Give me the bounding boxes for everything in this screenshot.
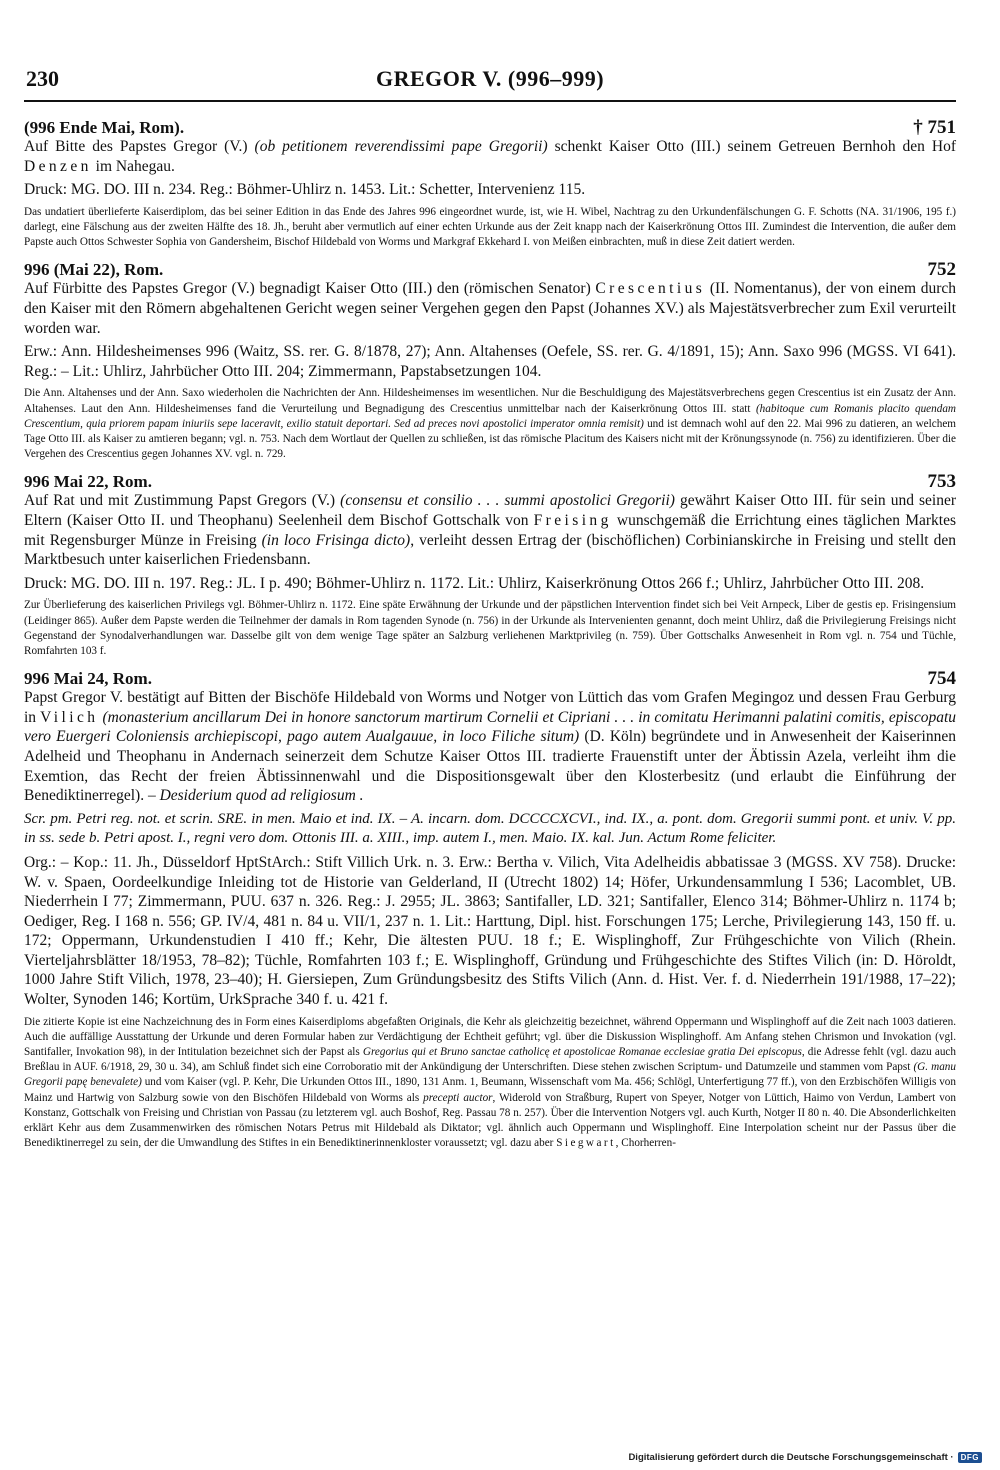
entry-heading (24, 260, 956, 279)
commentary-quote: precepti auctor (423, 1091, 493, 1104)
entry-number: 752 (927, 259, 956, 281)
entry-date: 996 (Mai 22), Rom. (24, 260, 164, 280)
regest-text: im Nahegau. (91, 157, 175, 175)
entry-commentary (24, 1015, 956, 1152)
place-name: Denzen (24, 157, 92, 175)
entry-regest (24, 491, 956, 569)
dfg-credit-text: Digitalisierung gefördert durch die Deutsche Forschungsgemeinschaft · (628, 1451, 954, 1463)
regest-quote: (in loco Frisinga dicto) (261, 531, 411, 549)
commentary-text: Die Ann. Altahenses und der Ann. Saxo wiederholen die Nachrichten der Ann. Hildesheimenses im wesentlichen. Nur die Beschuldigung des Majestätsverbrechens gegen Crescentius ist ein Zusatz der Ann. Altahenses. Laut den Ann. Hildesheimenses fand die Verurteilung und Begnadigung des Crescentius unmittelbar nach der Kaiserkrönung Ottos III. statt (24, 387, 956, 415)
commentary-quote: (habitoque cum Romanis placito quendam Crescentium, quia priorem papam iniuriis sepe laceravit, exilio statuit deportari. Sed ad preces novi apostolici imperator omnia remisit) (24, 402, 956, 430)
entry-754 (24, 669, 956, 1151)
entry-citation: Org.: – Kop.: 11. Jh., Düsseldorf HptStArch.: Stift Villich Urk. n. 3. Erw.: Bertha v. Vilich, Vita Adelheidis abbatissae 3 (MGSS. XV 758). Drucke: W. v. Spaen, Oordeelkundige Inleiding tot de Historie van Gelderland, II (Utrecht 1802) 14; Höfer, Urkundensammlung I 536; Lacomblet, UB. Niederrhein I 77; Zimmermann, PUU. 637 n. 326. Reg.: J. 2955; JL. 3863; Santifaller, LD. 321; Santifaller, Elenco 314; Böhmer-Uhlirz n. 1174 b; Oediger, Reg. I 168 n. 556; GP. IV/4, 481 n. 84 u. VII/1, 237 n. 1. Lit.: Harttung, Dipl. hist. Forschungen 175; Lerche, Privilegierung 143, 150 ff. u. 172; Oppermann, Urkundenstudien I 410 ff.; Kehr, Die ältesten PUU. 18 f.; E. Wisplinghoff, Zur Frühgeschichte von Vilich (Rhein. Vierteljahrsblätter 18/1953, 78–82); Tüchle, Romfahrten 103 f.; E. Wisplinghoff, Gründung und Frühgeschichte des Stiftes Vilich (in: D. Höroldt, 1000 Jahre Stift Vilich, 1978, 23–40); H. Giersiepen, Zum Gründungsbesitz des Stifts Vilich (Ann. d. Hist. Ver. f. d. Niederrhein 191/1988, 17–22); Wolter, Synoden 146; Kortüm, UrkSprache 340 f. u. 421 f. (24, 853, 956, 1009)
entry-commentary: Zur Überlieferung des kaiserlichen Privilegs vgl. Böhmer-Uhlirz n. 1172. Eine späte Erwähnung der Urkunde und der päpstlichen Intervention findet sich bei Veit Arnpeck, Liber de gestis ep. Frisingensium (Leidinger 865). Außer dem Papste werden die Teilnehmer der damals in Rom tagenden Synode (n. 756) in der Urkunde als Intervenienten genannt, doch meint Uhlirz, daß die Privilegierung Freisings nicht Gegenstand der Synodalverhandlungen war. Dasselbe gilt von dem wenige Tage später an Salzburg verliehenen Marktprivileg (n. 759). Über Gottschalks Anwesenheit in Rom vgl. n. 754 und Tüchle, Romfahrten 103 f. (24, 599, 956, 657)
regest-text: schenkt Kaiser Otto (III.) seinem Getreuen Bernhoh den Hof (547, 138, 957, 155)
entry-number: 754 (927, 668, 956, 690)
person-name: Crescentius (595, 280, 706, 298)
incipit: Desiderium quod ad religiosum . (159, 787, 364, 805)
regest-text: (II. Nomentanus), der von einem durch den Kaiser mit den Römern abgehaltenen Gericht wegen seiner Vergehen gegen den Papst (Johannes XV.) als Majestätsverbrecher zum Exil verurteilt worden war. (24, 280, 957, 337)
commentary-text: und ist demnach wohl auf den 22. Mai 996 zu datieren, an welchem Tage Otto III. als Kaiser zu amtieren begann; vgl. n. 753. Nach dem Wortlaut der Quellen zu schließen, ist das römische Placitum des Kaisers nicht mit der Krönungssynode (n. 756) zu identifizieren. Über die Vergehen des Crescentius gegen Johannes XV. vgl. n. 729. (24, 417, 956, 461)
entry-752 (24, 260, 956, 462)
commentary-quote: (G. manu Gregorii papę benevalete) (24, 1061, 956, 1089)
place-name: Freising (533, 511, 612, 529)
entry-commentary: Das undatiert überlieferte Kaiserdiplom, das bei seiner Edition in das Ende des Jahres 996 eingeordnet wurde, ist, wie H. Wibel, Nachtrag zu den Urkundenfälschungen G. F. Schotts (NA. 31/1906, 195 f.) darlegt, eine Fälschung aus der zweiten Hälfte des 18. Jh., beruht aber vermutlich auf einer echten Urkunde aus der Zeit knapp nach der Kaiserkrönung Ottos III. Zumindest die Intervention, die außer dem Papste auch Ottos Schwester Sophia von Gandersheim, Bischof Hildebald von Worms und Markgraf Ekkehard I. von Meißen einbrachten, muß in diese Zeit datiert werden. (24, 205, 956, 249)
regest-text: , verleiht dessen Ertrag der (bischöflichen) Corbinianskirche in Freising und stellt den Marktbesuch unter kaiserlichen Friedensbann. (24, 531, 956, 569)
commentary-text: , die Adresse fehlt (vgl. dazu auch Breßlau in AUF. 6/1918, 29, 30 u. 34), am Schluß findet sich eine Corroboratio mit der Ankündigung der Unterschriften. Diese stehen zwischen Scriptum- und Datumzeile und stammen vom Papst (24, 1046, 956, 1074)
regest-quote: (consensu et consilio . . . summi apostolici Gregorii) (340, 492, 675, 510)
entry-commentary (24, 386, 956, 462)
regest-text: Auf Fürbitte des Papstes Gregor (V.) begnadigt Kaiser Otto (III.) den (römischen Senator) (24, 280, 596, 298)
entry-regest (24, 137, 956, 176)
regest-text: wunschgemäß die Errichtung eines täglichen Marktes mit Regensburger Münze in Freising (24, 511, 957, 549)
entry-number: 753 (927, 471, 956, 493)
commentary-quote: Gregorius qui et Bruno sanctae catholicę et apostolicae Romanae ecclesiae gratia Dei episcopus (362, 1046, 802, 1059)
page-header (24, 66, 956, 102)
entry-regest (24, 688, 956, 806)
regest-text: Auf Rat und mit Zustimmung Papst Gregors (V.) (24, 492, 341, 510)
entry-citation: Erw.: Ann. Hildesheimenses 996 (Waitz, SS. rer. G. 8/1878, 27); Ann. Altahenses (Oefele, SS. rer. G. 4/1891, 15); Ann. Saxo 996 (MGSS. VI 641). Reg.: – Lit.: Uhlirz, Jahrbücher Otto III. 204; Zimmermann, Papstabsetzungen 104. (24, 343, 956, 380)
entry-751 (24, 118, 956, 250)
entry-heading (24, 472, 956, 491)
entry-date: 996 Mai 24, Rom. (24, 669, 152, 689)
regest-quote: (ob petitionem reverendissimi pape Gregorii) (254, 138, 548, 155)
entry-date: (996 Ende Mai, Rom). (24, 118, 185, 137)
regest-text: gewährt Kaiser Otto III. für sein und seiner Eltern (Kaiser Otto II. und Theophanu) Seelenheil dem Bischof Gottschalk von (24, 492, 957, 529)
entry-heading (24, 118, 956, 137)
commentary-text: , Chorherren- (615, 1137, 676, 1150)
entry-formula: Scr. pm. Petri reg. not. et scrin. SRE. in men. Maio et ind. IX. – A. incarn. dom. DCCCCXCVI., ind. IX., a. pont. dom. Gregorii summi pont. et univ. V. pp. in ss. sede b. Petri apost. I., regni vero dom. Ottonis III. a. XIII., imp. autem I., men. Maio. IX. kal. Jun. Actum Rome feliciter. (24, 810, 956, 847)
running-title: GREGOR V. (996–999) (375, 66, 605, 91)
entry-citation: Druck: MG. DO. III n. 234. Reg.: Böhmer-Uhlirz n. 1453. Lit.: Schetter, Intervenienz 115. (24, 181, 586, 199)
regest-text: Papst Gregor V. bestätigt auf Bitten der Bischöfe Hildebald von Worms und Notger von Lüttich das vom Grafen Megingoz und dessen Frau Gerburg in (24, 689, 956, 726)
entry-date: 996 Mai 22, Rom. (24, 472, 152, 492)
regest-quote: (monasterium ancillarum Dei in honore sanctorum martirum Cornelii et Cipriani . . . in comitatu Herimanni palatini comitis, episcopatu vero Euergeri Coloniensis archiepiscopi, pago autem Aualgauue, in loco Filiche situm) (24, 708, 956, 746)
place-name: Vilich (40, 708, 99, 726)
author-name: Siegwart (556, 1137, 616, 1150)
dfg-logo-icon: DFG (958, 1452, 982, 1463)
commentary-text: , Widerold von Straßburg, Rupert von Speyer, Notger von Lüttich, Haimo von Verdun, Lambert von Konstanz, Gottschalk von Freising und Christian von Passau (zu letzterem vgl. auch Boshof, Reg. Passau 78 n. 257). Über die Intervention Notgers vgl. auch Kurth, Notger II 80 n. 40. Die Absonderlichkeiten erklärt Kehr aus dem Zusammenwirken des römischen Notars Petrus mit Hildebald als Diktator; vgl. ähnlich auch Oppermann und Wisplinghoff. Eine Interpolation scheint nur der Passus über die Benediktinerregel zu sein, der die Umwandlung des Stiftes in ein Benediktinerinnenkloster voraussetzt; vgl. dazu aber (24, 1091, 956, 1150)
entry-number: † 751 (913, 117, 956, 138)
entry-heading (24, 669, 956, 688)
regest-text: Auf Bitte des Papstes Gregor (V.) (24, 138, 255, 155)
regest-text: (D. Köln) begründete und in Anwesenheit der Kaiserinnen Adelheid und Theophanu in Andernach seinerzeit dem Schutze Kaiser Ottos III. tradierte Frauenstift unter der Äbtissin Azela, verleiht ihm die Exemtion, das Recht der freien Äbtissinnenwahl und die Dispositionsgewalt über den Klosterbesitz (und erlaubt die Einführung der Benediktinerregel). – (24, 728, 956, 805)
entry-753 (24, 472, 956, 659)
dfg-footer (628, 1450, 982, 1464)
regesta-content (24, 118, 956, 1161)
commentary-text: und vom Kaiser (vgl. P. Kehr, Die Urkunden Ottos III., 1890, 131 Anm. 1, Beumann, Wissenschaft vom Ma. 456; Schlögl, Unterfertigung 77 ff.), von den Erzbischöfen Willigis von Mainz und Hartwig von Salzburg sowie von den Bischöfen Hildebald von Worms als (24, 1076, 956, 1104)
commentary-text: Die zitierte Kopie ist eine Nachzeichnung des in Form eines Kaiserdiploms abgefaßten Originals, die Kehr als gleichzeitig bezeichnet, während Oppermann und Wisplinghoff auf die Zeit nach 1003 datieren. Auch die auffällige Ausstattung der Urkunde und deren Formular haben zur Verdächtigung der Echtheit geführt; vgl. über die Diskussion Wisplinghoff. Am Anfang stehen Chrismon und Invokation (vgl. Santifaller, Invokation 98), in der Intitulation bezeichnet sich der Papst als (24, 1015, 956, 1059)
entry-citation: Druck: MG. DO. III n. 197. Reg.: JL. I p. 490; Böhmer-Uhlirz n. 1172. Lit.: Uhlirz, Kaiserkrönung Ottos 266 f.; Uhlirz, Jahrbücher Otto III. 208. (24, 574, 925, 592)
page-number: 230 (26, 66, 59, 91)
entry-regest (24, 279, 956, 338)
